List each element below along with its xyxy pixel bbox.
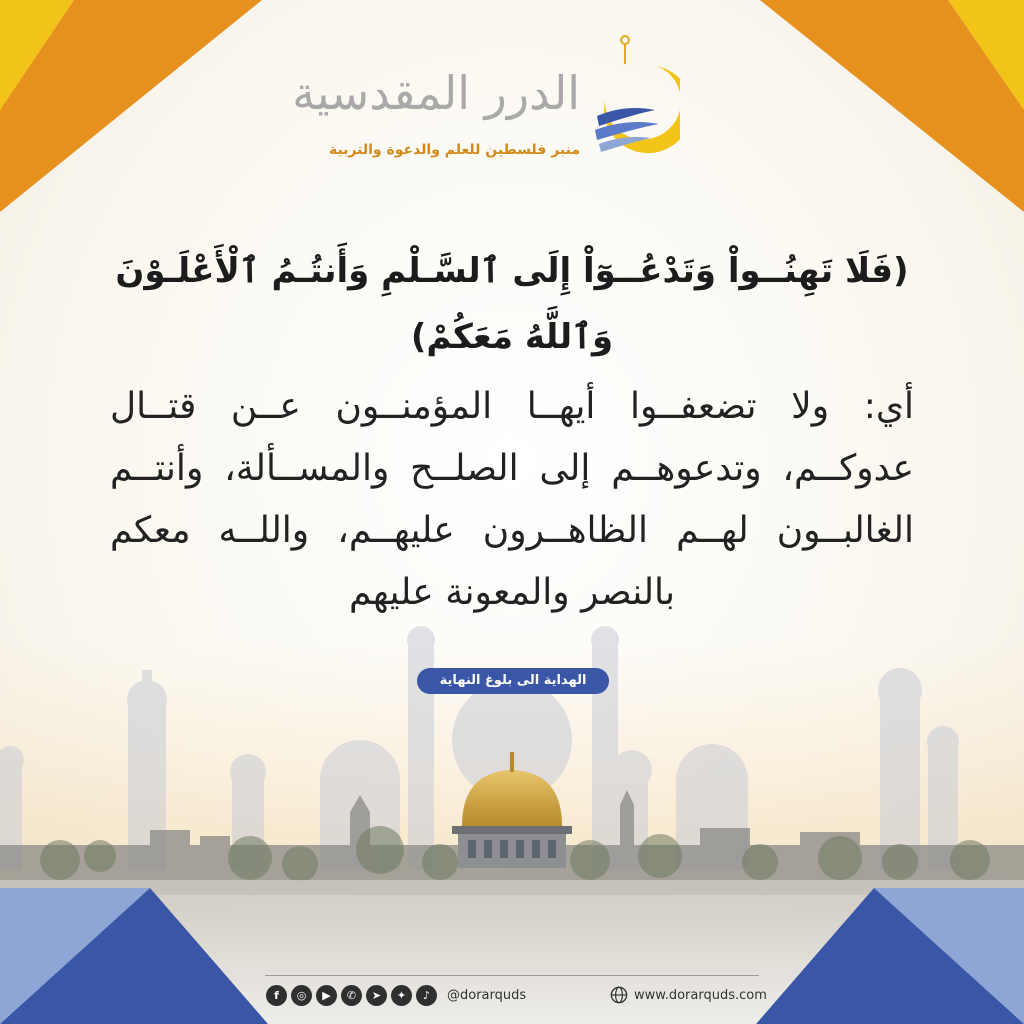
facebook-icon[interactable]: f (266, 985, 287, 1006)
source-badge: الهداية الى بلوغ النهاية (417, 668, 609, 694)
telegram-icon[interactable]: ➤ (366, 985, 387, 1006)
crescent-logo-icon (585, 30, 680, 170)
brand-logo (292, 30, 680, 170)
tafsir-text: أي: ولا تضعفــوا أيهــا المؤمنــون عــن قتــال عدوكــم، وتدعوهــم إلى الصلــح والمســألة، وأنتــم الغالبــون لهــم الظاهــرون عليهــم، واللــه معكم بالنصر والمعونة عليهم (110, 386, 914, 613)
social-links (266, 985, 526, 1006)
youtube-icon[interactable]: ▶ (316, 985, 337, 1006)
website-link[interactable] (610, 986, 767, 1004)
instagram-icon[interactable]: ◎ (291, 985, 312, 1006)
website-url[interactable]: www.dorarquds.com (634, 987, 767, 1003)
tiktok-icon[interactable]: ♪ (416, 985, 437, 1006)
whatsapp-icon[interactable]: ✆ (341, 985, 362, 1006)
footer-divider (265, 975, 759, 976)
verse-text: (فَلَا تَهِنُــواْ وَتَدْعُــوٓاْ إِلَى ٱلسَّـلْمِ وَأَنتُـمُ ٱلْأَعْلَـوْنَ وَٱللَّهُ مَعَكُمْ) (115, 251, 909, 357)
brand-name: الدرر المقدسية (292, 66, 580, 120)
twitter-icon[interactable]: ✦ (391, 985, 412, 1006)
brand-tagline: منبر فلسطين للعلم والدعوة والتربية (328, 142, 580, 158)
social-handle[interactable]: @dorarquds (447, 988, 527, 1003)
globe-icon (610, 986, 628, 1004)
